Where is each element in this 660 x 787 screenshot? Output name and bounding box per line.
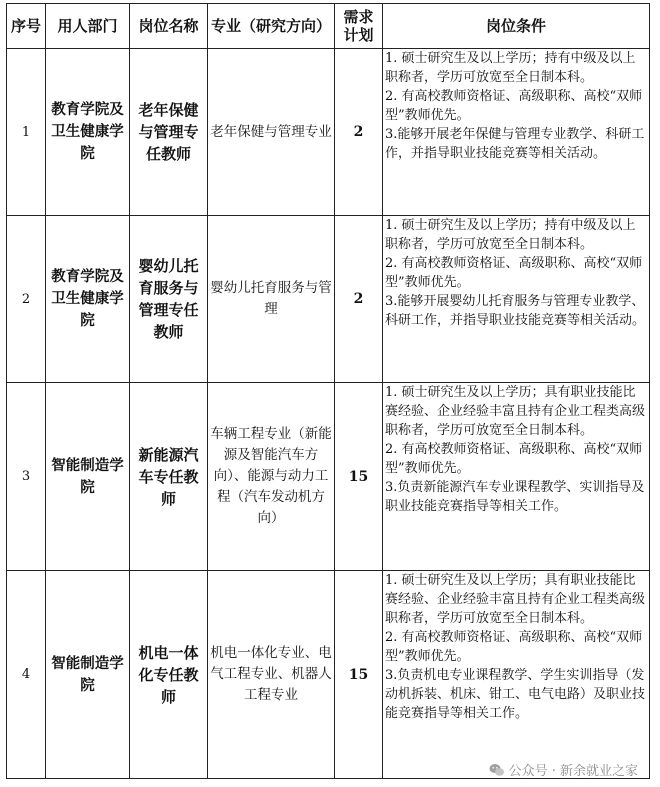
table-row [7,49,650,216]
row-quota: 2 [335,49,383,216]
header-requirements: 岗位条件 [383,4,650,49]
row-index: 4 [7,571,46,779]
requirement-item: 2. 有高校教师资格证、高级职称、高校“双师型”教师优先。 [385,89,643,123]
row-requirements [383,216,650,383]
watermark [489,760,638,779]
row-major: 老年保健与管理专业 [208,49,335,216]
requirement-item: 3.能够开展婴幼儿托育服务与管理专业教学、科研工作，并指导职业技能竞赛等相关活动。 [385,294,646,328]
row-department: 智能制造学院 [46,383,130,571]
row-index: 2 [7,216,46,383]
row-quota: 15 [335,571,383,779]
requirement-item: 1. 硕士研究生及以上学历；持有中级及以上职称者，学历可放宽至全日制本科。 [385,218,636,252]
requirement-item: 2. 有高校教师资格证、高级职称、高校“双师型”教师优先。 [385,630,643,664]
requirement-item: 3.负责机电专业课程教学、学生实训指导（发动机拆装、机床、钳工、电气电路）及职业技能竞赛指导等相关工作。 [385,668,646,721]
row-position: 老年保健与管理专任教师 [130,49,208,216]
requirement-item: 3.能够开展老年保健与管理专业教学、科研工作，并指导职业技能竞赛等相关活动。 [385,127,645,161]
requirement-item: 1. 硕士研究生及以上学历；具有职业技能比赛经验、企业经验丰富且持有企业工程类高级职称者，学历可放宽至全日制本科。 [385,385,646,438]
row-position: 新能源汽车专任教师 [130,383,208,571]
table-header-row [7,4,650,49]
header-position: 岗位名称 [130,4,208,49]
row-position: 婴幼儿托育服务与管理专任教师 [130,216,208,383]
requirement-item: 1. 硕士研究生及以上学历；持有中级及以上职称者，学历可放宽至全日制本科。 [385,51,636,85]
row-requirements [383,49,650,216]
requirement-item: 2. 有高校教师资格证、高级职称、高校“双师型”教师优先。 [385,256,643,290]
row-major: 婴幼儿托育服务与管理 [208,216,335,383]
row-department: 智能制造学院 [46,571,130,779]
row-quota: 15 [335,383,383,571]
table-row [7,571,650,779]
row-index: 1 [7,49,46,216]
header-department: 用人部门 [46,4,130,49]
header-quota: 需求计划 [335,4,383,49]
header-major: 专业（研究方向） [208,4,335,49]
row-department: 教育学院及卫生健康学院 [46,49,130,216]
header-index: 序号 [7,4,46,49]
requirement-item: 2. 有高校教师资格证、高级职称、高校“双师型”教师优先。 [385,442,643,476]
requirement-item: 1. 硕士研究生及以上学历；具有职业技能比赛经验、企业经验丰富且持有企业工程类高级职称者，学历可放宽至全日制本科。 [385,573,646,626]
row-requirements [383,571,650,779]
watermark-text: 公众号 · 新余就业之家 [508,764,638,779]
table-row [7,383,650,571]
row-major: 车辆工程专业（新能源及智能汽车方向）、能源与动力工程（汽车发动机方向） [208,383,335,571]
recruitment-table [6,3,650,779]
wechat-icon [489,762,505,778]
requirement-item: 3.负责新能源汽车专业课程教学、实训指导及职业技能竞赛指导等相关工作。 [385,480,645,514]
row-quota: 2 [335,216,383,383]
row-department: 教育学院及卫生健康学院 [46,216,130,383]
row-index: 3 [7,383,46,571]
row-major: 机电一体化专业、电气工程专业、机器人工程专业 [208,571,335,779]
row-position: 机电一体化专任教师 [130,571,208,779]
table-row [7,216,650,383]
row-requirements [383,383,650,571]
